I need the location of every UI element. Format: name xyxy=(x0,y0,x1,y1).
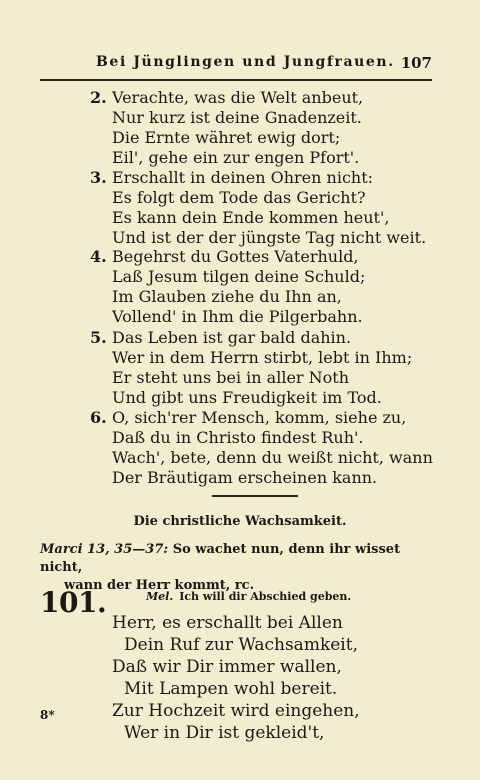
running-title: Bei Jünglingen und Jungfrauen. xyxy=(96,54,395,70)
signature-mark: 8* xyxy=(40,708,55,722)
verse-number: 3. xyxy=(90,168,107,187)
hymn-line: Daß wir Dir immer wallen, xyxy=(112,657,342,677)
verse-line: Er steht uns bei in aller Noth xyxy=(112,368,350,387)
hymn-line: Zur Hochzeit wird eingehen, xyxy=(112,701,360,721)
verse-line: Es folgt dem Tode das Gericht? xyxy=(112,188,366,207)
verse-line: Begehrst du Gottes Vaterhuld, xyxy=(112,247,359,266)
scripture-ref: Marci 13, 35—37: xyxy=(40,542,169,557)
verse-line: Wach', bete, denn du weißt nicht, wann xyxy=(112,448,433,467)
verse-line: Laß Jesum tilgen deine Schuld; xyxy=(112,267,366,286)
verse-line: Und gibt uns Freudigkeit im Tod. xyxy=(112,388,382,407)
page-number: 107 xyxy=(400,54,432,72)
hymn-line: Wer in Dir ist gekleid't, xyxy=(124,723,325,743)
verse-line: Daß du in Christo findest Ruh'. xyxy=(112,428,364,447)
verse-line: Verachte, was die Welt anbeut, xyxy=(112,88,364,107)
melody-text: Ich will dir Abschied geben. xyxy=(179,590,352,603)
hymn-number: 101. xyxy=(40,586,107,619)
verse-line: Das Leben ist gar bald dahin. xyxy=(112,328,352,347)
verse-number: 6. xyxy=(90,408,107,427)
verse-line: Erschallt in deinen Ohren nicht: xyxy=(112,168,374,187)
verse-line: Und ist der der jüngste Tag nicht weit. xyxy=(112,228,427,247)
verse-line: Im Glauben ziehe du Ihn an, xyxy=(112,287,342,306)
hymn-line: Herr, es erschallt bei Allen xyxy=(112,613,343,633)
scripture-text-2: wann der Herr kommt, rc. xyxy=(64,578,255,593)
page-header xyxy=(88,52,432,76)
verse-number: 4. xyxy=(90,247,107,266)
verse-line: O, sich'rer Mensch, komm, siehe zu, xyxy=(112,408,407,427)
melody-indication xyxy=(146,590,351,603)
verse-line: Es kann dein Ende kommen heut', xyxy=(112,208,390,227)
verse-line: Die Ernte währet ewig dort; xyxy=(112,128,341,147)
melody-label: Mel. xyxy=(146,590,174,603)
verse-line: Nur kurz ist deine Gnadenzeit. xyxy=(112,108,362,127)
scripture-text: So wachet nun, denn ihr wisset nicht, xyxy=(40,542,401,575)
verse-number: 5. xyxy=(90,328,107,347)
verse-number: 2. xyxy=(90,88,107,107)
hymn-line: Mit Lampen wohl bereit. xyxy=(124,679,338,699)
verse-line: Der Bräutigam erscheinen kann. xyxy=(112,468,378,487)
section-divider xyxy=(212,495,298,497)
verse-line: Wer in dem Herrn stirbt, lebt in Ihm; xyxy=(112,348,413,367)
section-title: Die christliche Wachsamkeit. xyxy=(133,514,347,529)
header-rule xyxy=(40,79,432,81)
hymn-line: Dein Ruf zur Wachsamkeit, xyxy=(124,635,358,655)
verse-line: Eil', gehe ein zur engen Pfort'. xyxy=(112,148,360,167)
verse-line: Vollend' in Ihm die Pilgerbahn. xyxy=(112,307,363,326)
